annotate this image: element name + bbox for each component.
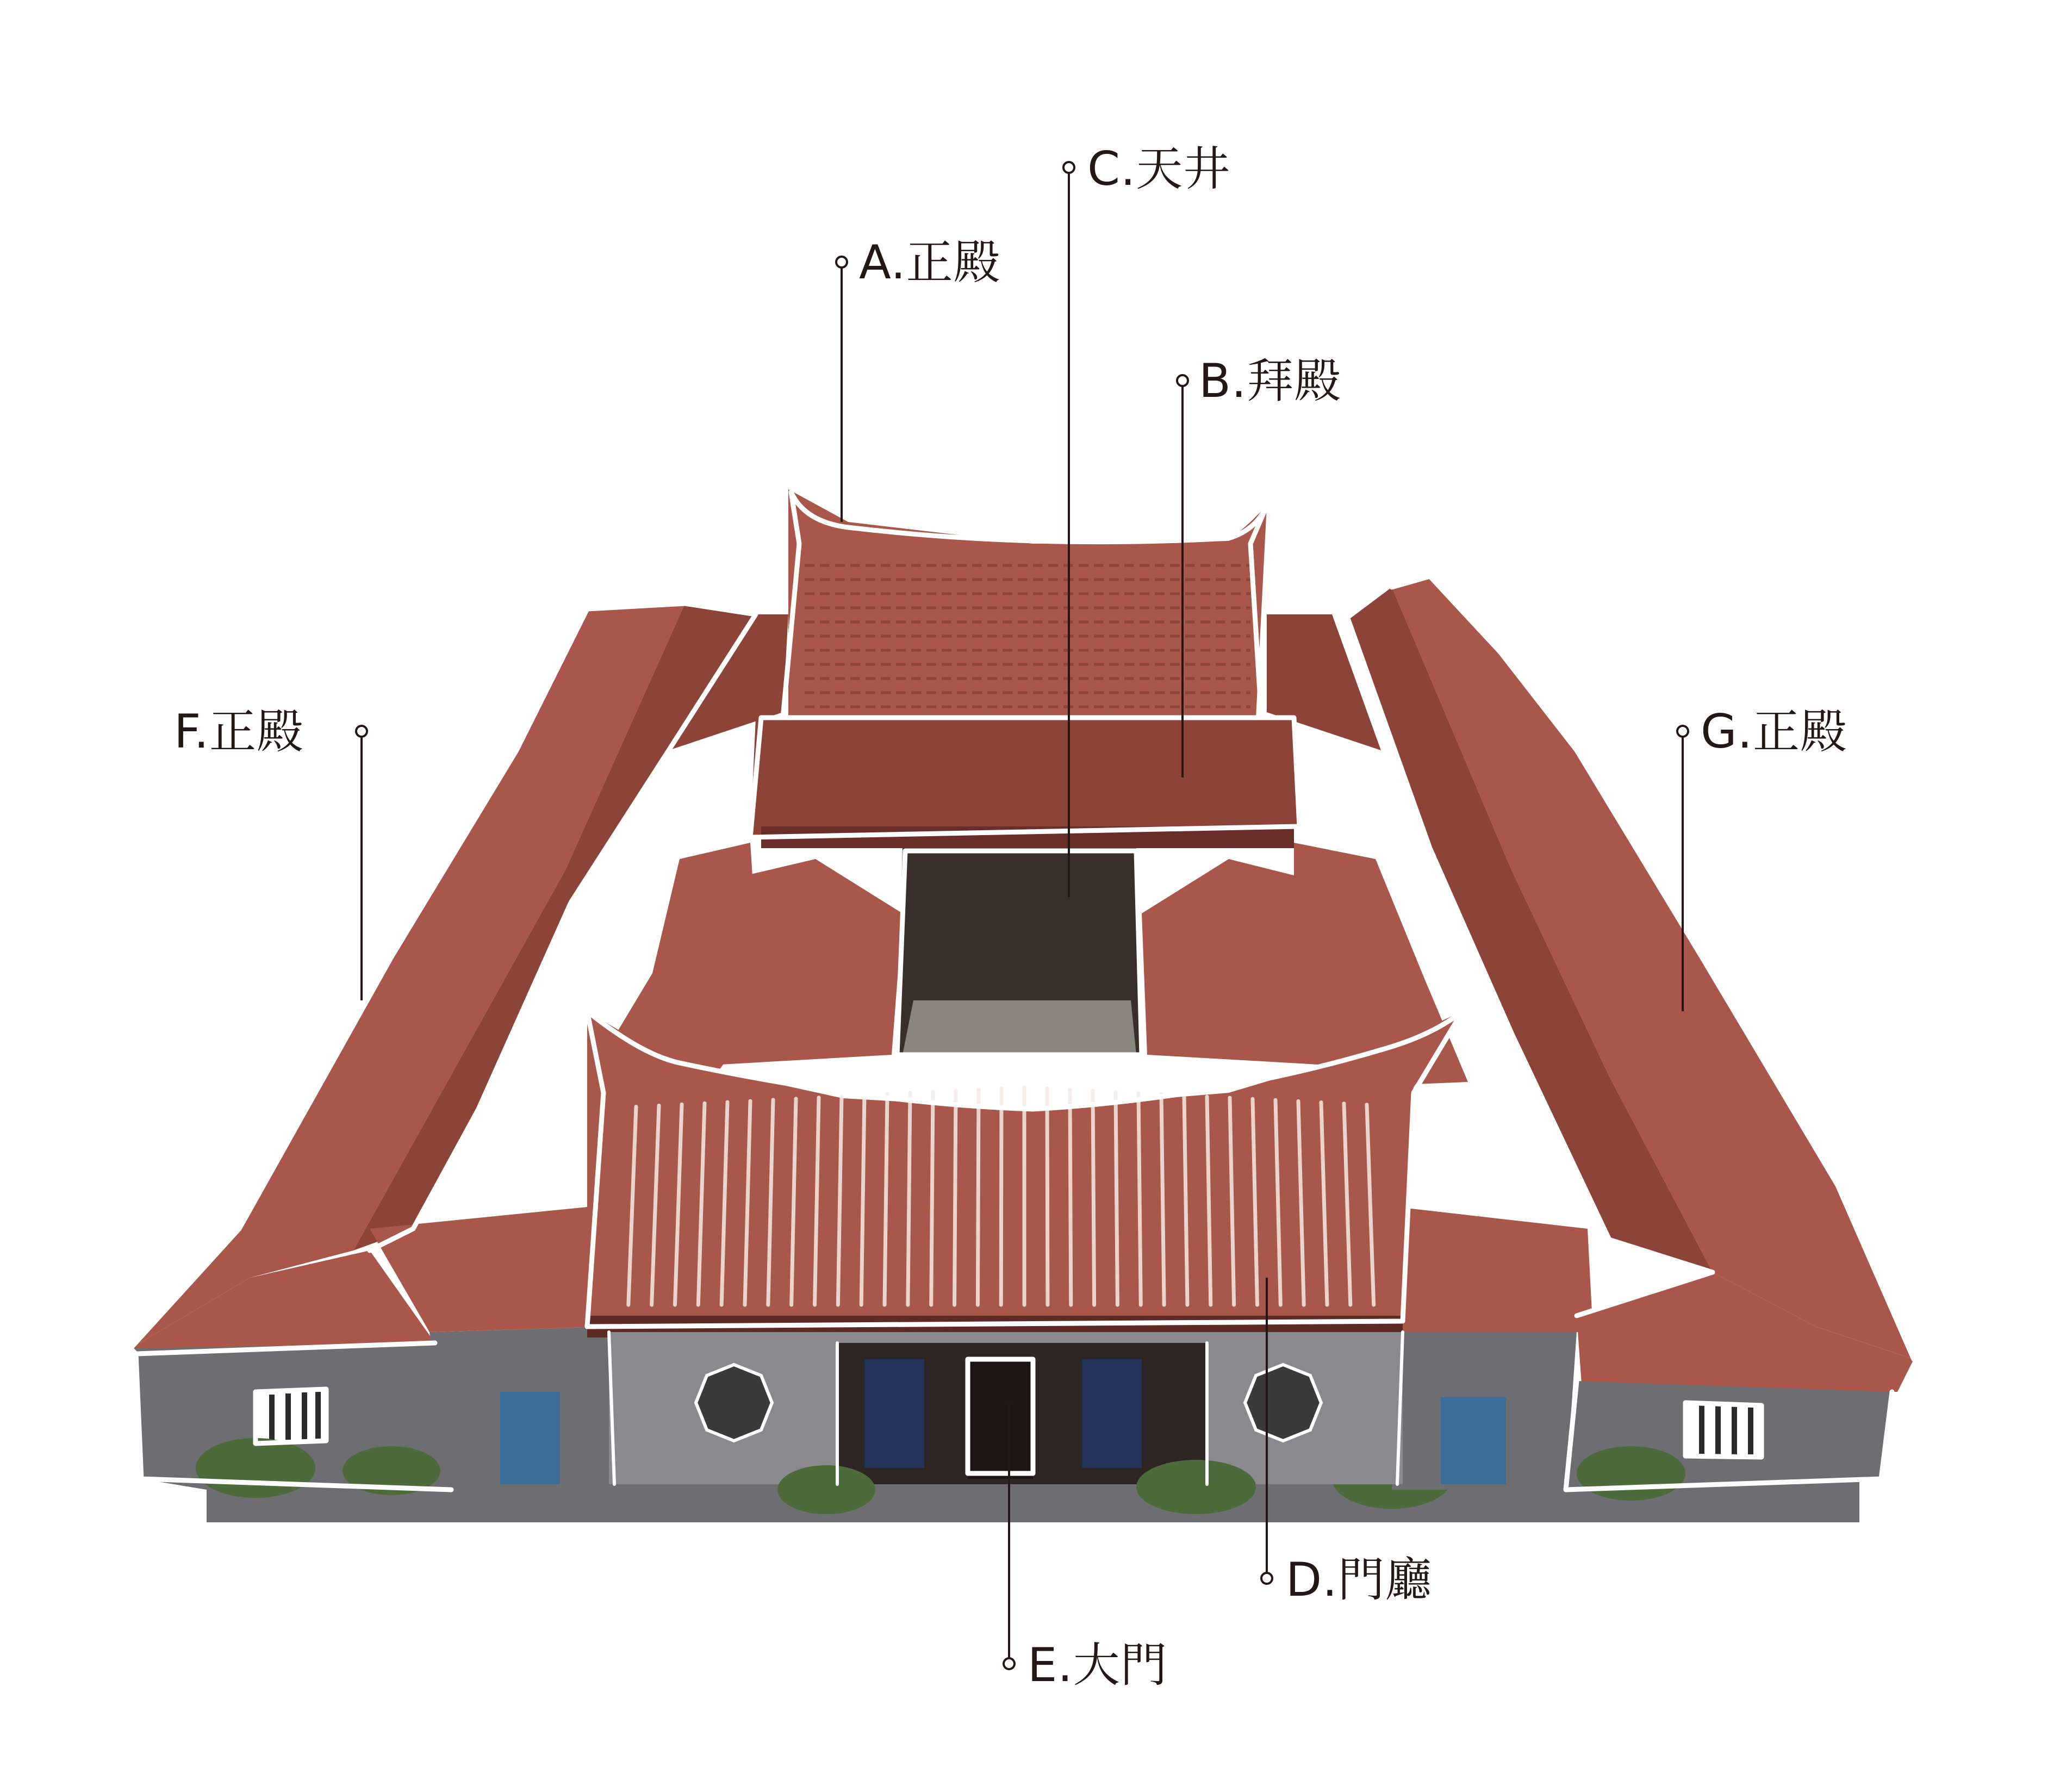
main-door xyxy=(968,1359,1033,1479)
label-e-dot xyxy=(1004,1658,1015,1669)
worship-hall-roof xyxy=(750,718,1299,837)
label-e-letter: E. xyxy=(1028,1638,1073,1693)
svg-text:D.門廳 xyxy=(1286,1553,1433,1607)
left-pavilion-roof xyxy=(701,859,903,1066)
rear-main-hall xyxy=(669,489,1381,750)
courtyard-floor xyxy=(903,1000,1136,1055)
bush-left xyxy=(777,1465,875,1514)
right-inner-roof xyxy=(1397,1207,1593,1332)
roof-tile-line xyxy=(1047,1088,1048,1305)
label-b-dot xyxy=(1177,375,1188,386)
rear-hall-roof xyxy=(788,489,1267,718)
roof-tile-line xyxy=(955,1091,956,1305)
plant-right-1 xyxy=(1577,1446,1685,1501)
label-a-name: 正殿 xyxy=(906,235,1001,290)
svg-text:B.拜殿 xyxy=(1199,354,1341,408)
label-e-name: 大門 xyxy=(1073,1638,1168,1693)
svg-text:C.天井 xyxy=(1087,142,1230,196)
roof-tile-line xyxy=(1070,1090,1071,1305)
svg-text:G.正殿 xyxy=(1701,705,1847,759)
door-right-panel xyxy=(1082,1359,1142,1468)
label-c-name: 天井 xyxy=(1136,142,1231,196)
label-d-dot xyxy=(1261,1573,1272,1584)
label-c-letter: C. xyxy=(1087,142,1136,196)
roof-tile-line xyxy=(978,1090,979,1305)
roof-tile-line xyxy=(1093,1091,1094,1305)
label-a-dot xyxy=(836,257,847,267)
label-f-letter: F. xyxy=(174,705,209,759)
label-d-name: 門廳 xyxy=(1337,1553,1433,1607)
label-g-dot xyxy=(1677,726,1688,737)
label-a xyxy=(836,235,1001,522)
svg-text:E.大門 xyxy=(1028,1638,1168,1693)
right-side-door xyxy=(1441,1397,1506,1484)
right-pavilion-roof xyxy=(1142,859,1337,1066)
label-f xyxy=(174,705,367,1000)
roof-tile-line xyxy=(1116,1092,1117,1305)
roof-tile-line xyxy=(885,1094,887,1305)
roof-tile-line xyxy=(908,1093,910,1305)
label-d-letter: D. xyxy=(1286,1553,1338,1607)
label-g-letter: G. xyxy=(1701,705,1753,759)
svg-text:A.正殿 xyxy=(859,235,1001,290)
label-f-dot xyxy=(356,726,367,737)
plant-left-1 xyxy=(196,1438,315,1498)
label-b-letter: B. xyxy=(1199,354,1247,408)
bush-right xyxy=(1136,1460,1256,1514)
label-c-dot xyxy=(1063,162,1074,173)
left-side-door xyxy=(500,1392,560,1484)
label-a-letter: A. xyxy=(859,235,906,290)
roof-tile-line xyxy=(1138,1093,1141,1305)
svg-text:F.正殿 xyxy=(174,705,304,759)
label-b-name: 拜殿 xyxy=(1247,354,1342,408)
courtyard-house-illustration xyxy=(130,489,1914,1522)
label-f-name: 正殿 xyxy=(209,705,304,759)
label-g-name: 正殿 xyxy=(1752,705,1847,759)
door-left-panel xyxy=(864,1359,924,1468)
roof-tile-line xyxy=(931,1092,933,1305)
